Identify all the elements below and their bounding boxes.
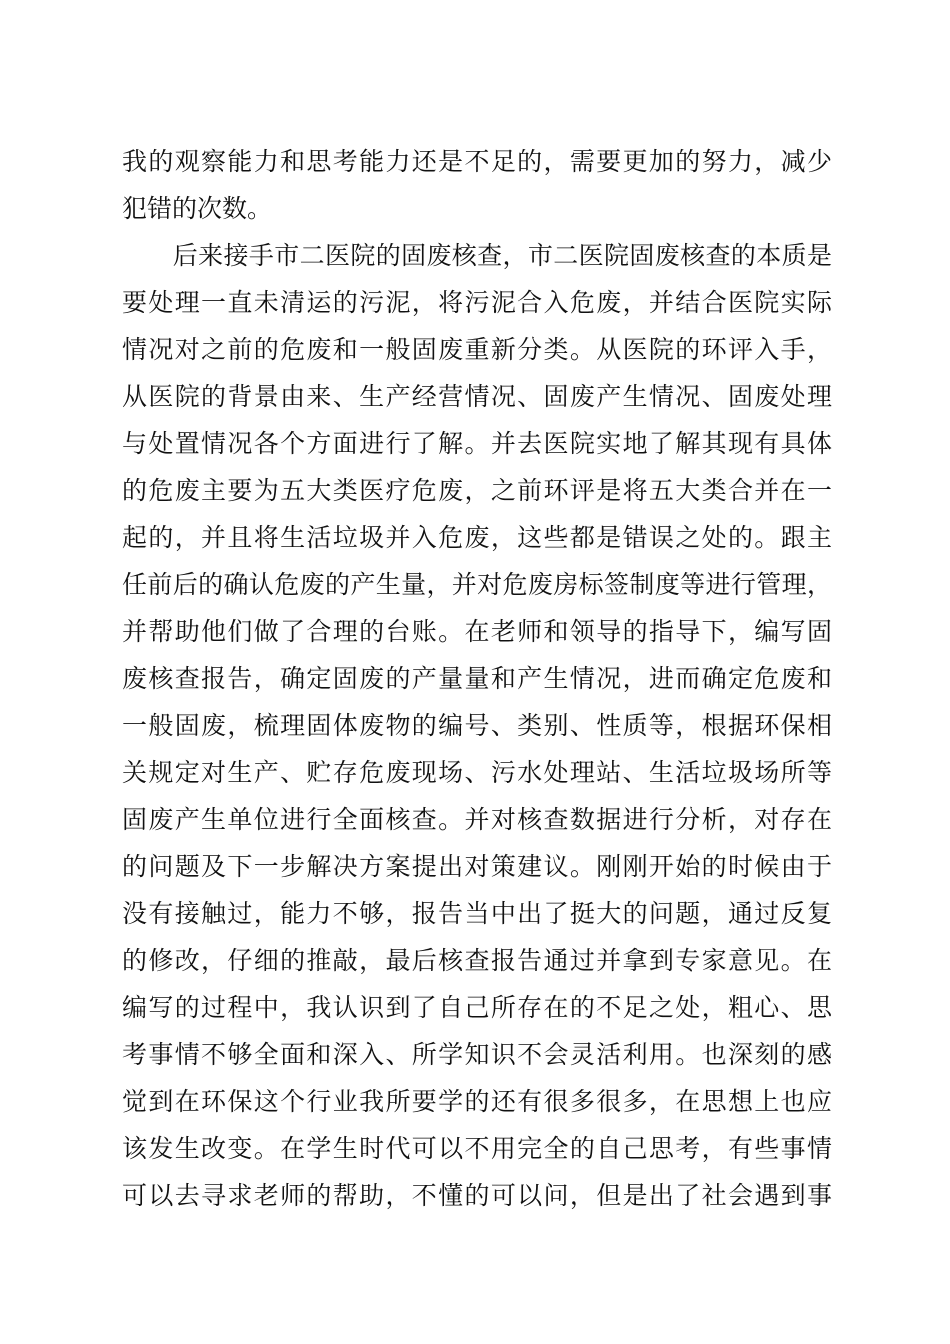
text-line: 起的，并且将生活垃圾并入危废，这些都是错误之处的。跟主 bbox=[122, 523, 832, 552]
text-line: 与处置情况各个方面进行了解。并去医院实地了解其现有具体 bbox=[122, 429, 832, 458]
text-line: 固废产生单位进行全面核查。并对核查数据进行分析，对存在 bbox=[122, 805, 832, 834]
text-line: 从医院的背景由来、生产经营情况、固废产生情况、固废处理 bbox=[122, 382, 832, 411]
text-line: 关规定对生产、贮存危废现场、污水处理站、生活垃圾场所等 bbox=[122, 758, 832, 787]
body-text bbox=[122, 138, 832, 1219]
text-line: 要处理一直未清运的污泥，将污泥合入危废，并结合医院实际 bbox=[122, 288, 832, 317]
text-line: 情况对之前的危废和一般固废重新分类。从医院的环评入手， bbox=[122, 335, 832, 364]
paragraph-2 bbox=[122, 232, 832, 1219]
text-line: 我的观察能力和思考能力还是不足的，需要更加的努力，减少 bbox=[122, 147, 832, 176]
text-line: 一般固废，梳理固体废物的编号、类别、性质等，根据环保相 bbox=[122, 711, 832, 740]
paragraph-1 bbox=[122, 138, 832, 232]
text-line: 废核查报告，确定固废的产量量和产生情况，进而确定危废和 bbox=[122, 664, 832, 693]
text-line: 编写的过程中，我认识到了自己所存在的不足之处，粗心、思 bbox=[122, 993, 832, 1022]
text-line: 并帮助他们做了合理的台账。在老师和领导的指导下，编写固 bbox=[122, 617, 832, 646]
text-line: 没有接触过，能力不够，报告当中出了挺大的问题，通过反复 bbox=[122, 899, 832, 928]
text-line: 该发生改变。在学生时代可以不用完全的自己思考，有些事情 bbox=[122, 1134, 832, 1163]
text-line: 的修改，仔细的推敲，最后核查报告通过并拿到专家意见。在 bbox=[122, 946, 832, 975]
text-line: 觉到在环保这个行业我所要学的还有很多很多，在思想上也应 bbox=[122, 1087, 832, 1116]
text-line: 考事情不够全面和深入、所学知识不会灵活利用。也深刻的感 bbox=[122, 1040, 832, 1069]
text-line: 可以去寻求老师的帮助，不懂的可以问，但是出了社会遇到事 bbox=[122, 1181, 832, 1210]
text-line: 任前后的确认危废的产生量，并对危废房标签制度等进行管理， bbox=[122, 570, 832, 599]
text-line: 犯错的次数。 bbox=[122, 194, 273, 223]
text-line: 后来接手市二医院的固废核查，市二医院固废核查的本质是 bbox=[122, 241, 832, 270]
text-line: 的问题及下一步解决方案提出对策建议。刚刚开始的时候由于 bbox=[122, 852, 832, 881]
text-line: 的危废主要为五大类医疗危废，之前环评是将五大类合并在一 bbox=[122, 476, 832, 505]
